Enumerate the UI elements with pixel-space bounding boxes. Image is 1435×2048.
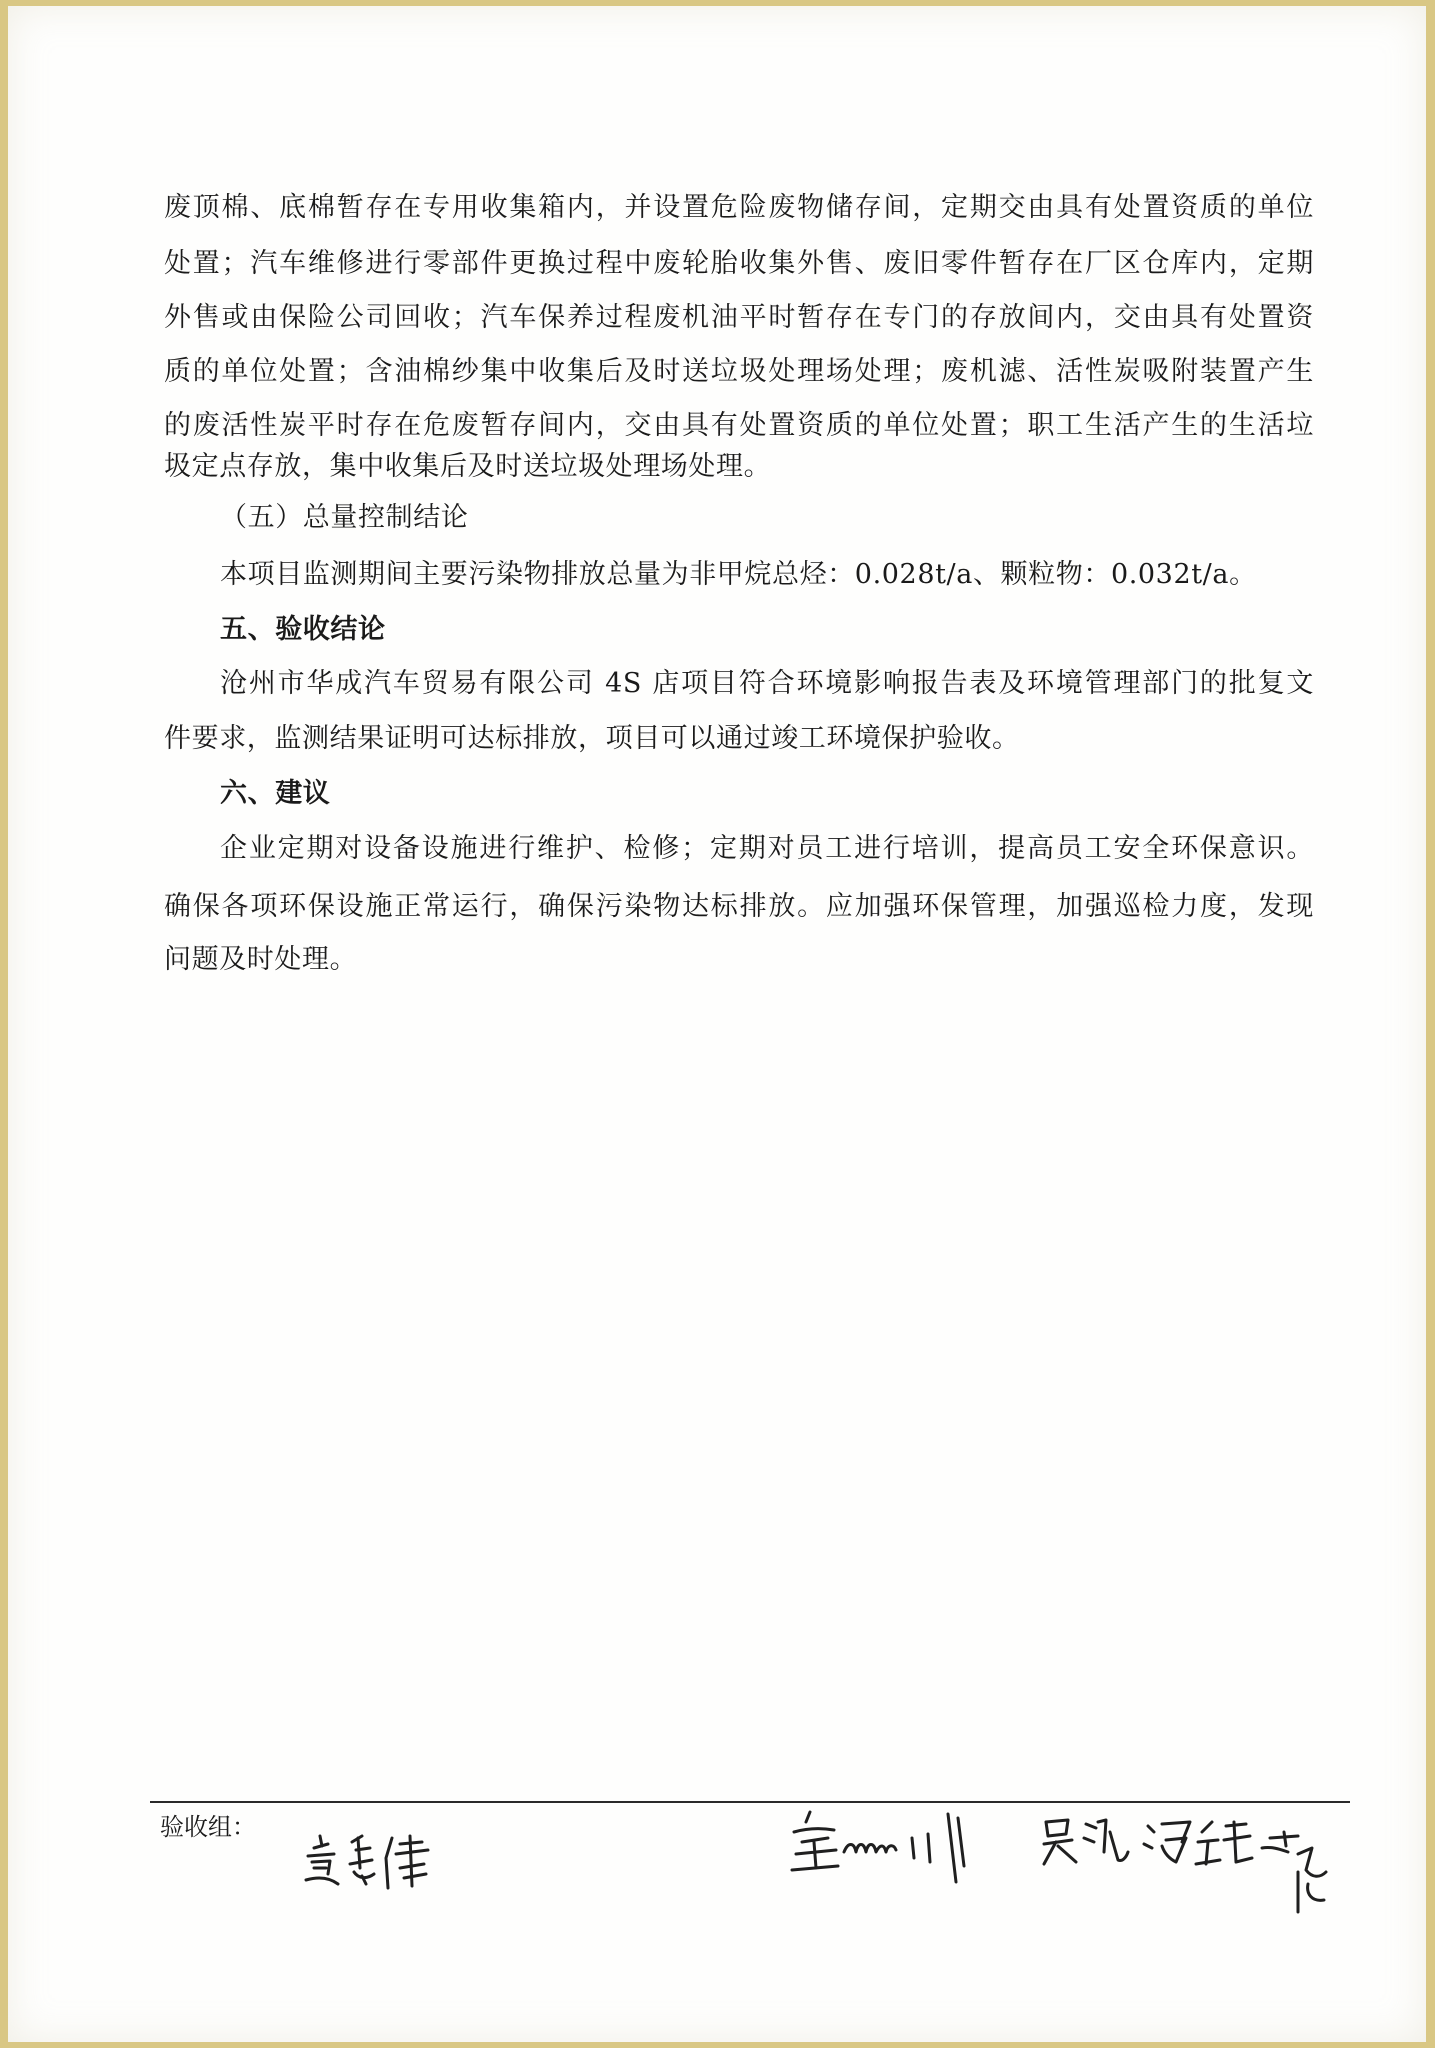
acceptance-group-label: 验收组： [160, 1813, 256, 1841]
section-line: 问题及时处理。 [164, 944, 358, 975]
para-line: 废顶棉、底棉暂存在专用收集箱内，并设置危险废物储存间，定期交由具有处置资质的单位 [164, 192, 1314, 223]
section-line: 件要求，监测结果证明可达标排放，项目可以通过竣工环境保护验收。 [164, 723, 1020, 754]
para-line: 圾定点存放，集中收集后及时送垃圾处理场处理。 [164, 451, 772, 482]
signature-1 [300, 1828, 450, 1898]
para-line: 处置；汽车维修进行零部件更换过程中废轮胎收集外售、废旧零件暂存在厂区仓库内，定期 [164, 248, 1314, 279]
subsection-heading: （五）总量控制结论 [220, 502, 469, 533]
section-heading: 五、验收结论 [220, 614, 386, 645]
para-line: 的废活性炭平时存在危废暂存间内，交由具有处置资质的单位处置；职工生活产生的生活垃 [164, 410, 1314, 441]
signature-2 [788, 1808, 988, 1888]
section-line: 企业定期对设备设施进行维护、检修；定期对员工进行培训，提高员工安全环保意识。 [220, 833, 1314, 864]
signature-divider [150, 1801, 1350, 1803]
para-line: 质的单位处置；含油棉纱集中收集后及时送垃圾处理场处理；废机滤、活性炭吸附装置产生 [164, 356, 1314, 387]
section-heading: 六、建议 [220, 778, 331, 809]
subsection-text: 本项目监测期间主要污染物排放总量为非甲烷总烃：0.028t/a、颗粒物：0.032t/a。 [220, 559, 1257, 590]
section-line: 确保各项环保设施正常运行，确保污染物达标排放。应加强环保管理，加强巡检力度，发现 [164, 891, 1314, 922]
section-line: 沧州市华成汽车贸易有限公司 4S 店项目符合环境影响报告表及环境管理部门的批复文 [220, 668, 1314, 699]
signature-3 [1036, 1812, 1336, 1922]
para-line: 外售或由保险公司回收；汽车保养过程废机油平时暂存在专门的存放间内，交由具有处置资 [164, 302, 1314, 333]
